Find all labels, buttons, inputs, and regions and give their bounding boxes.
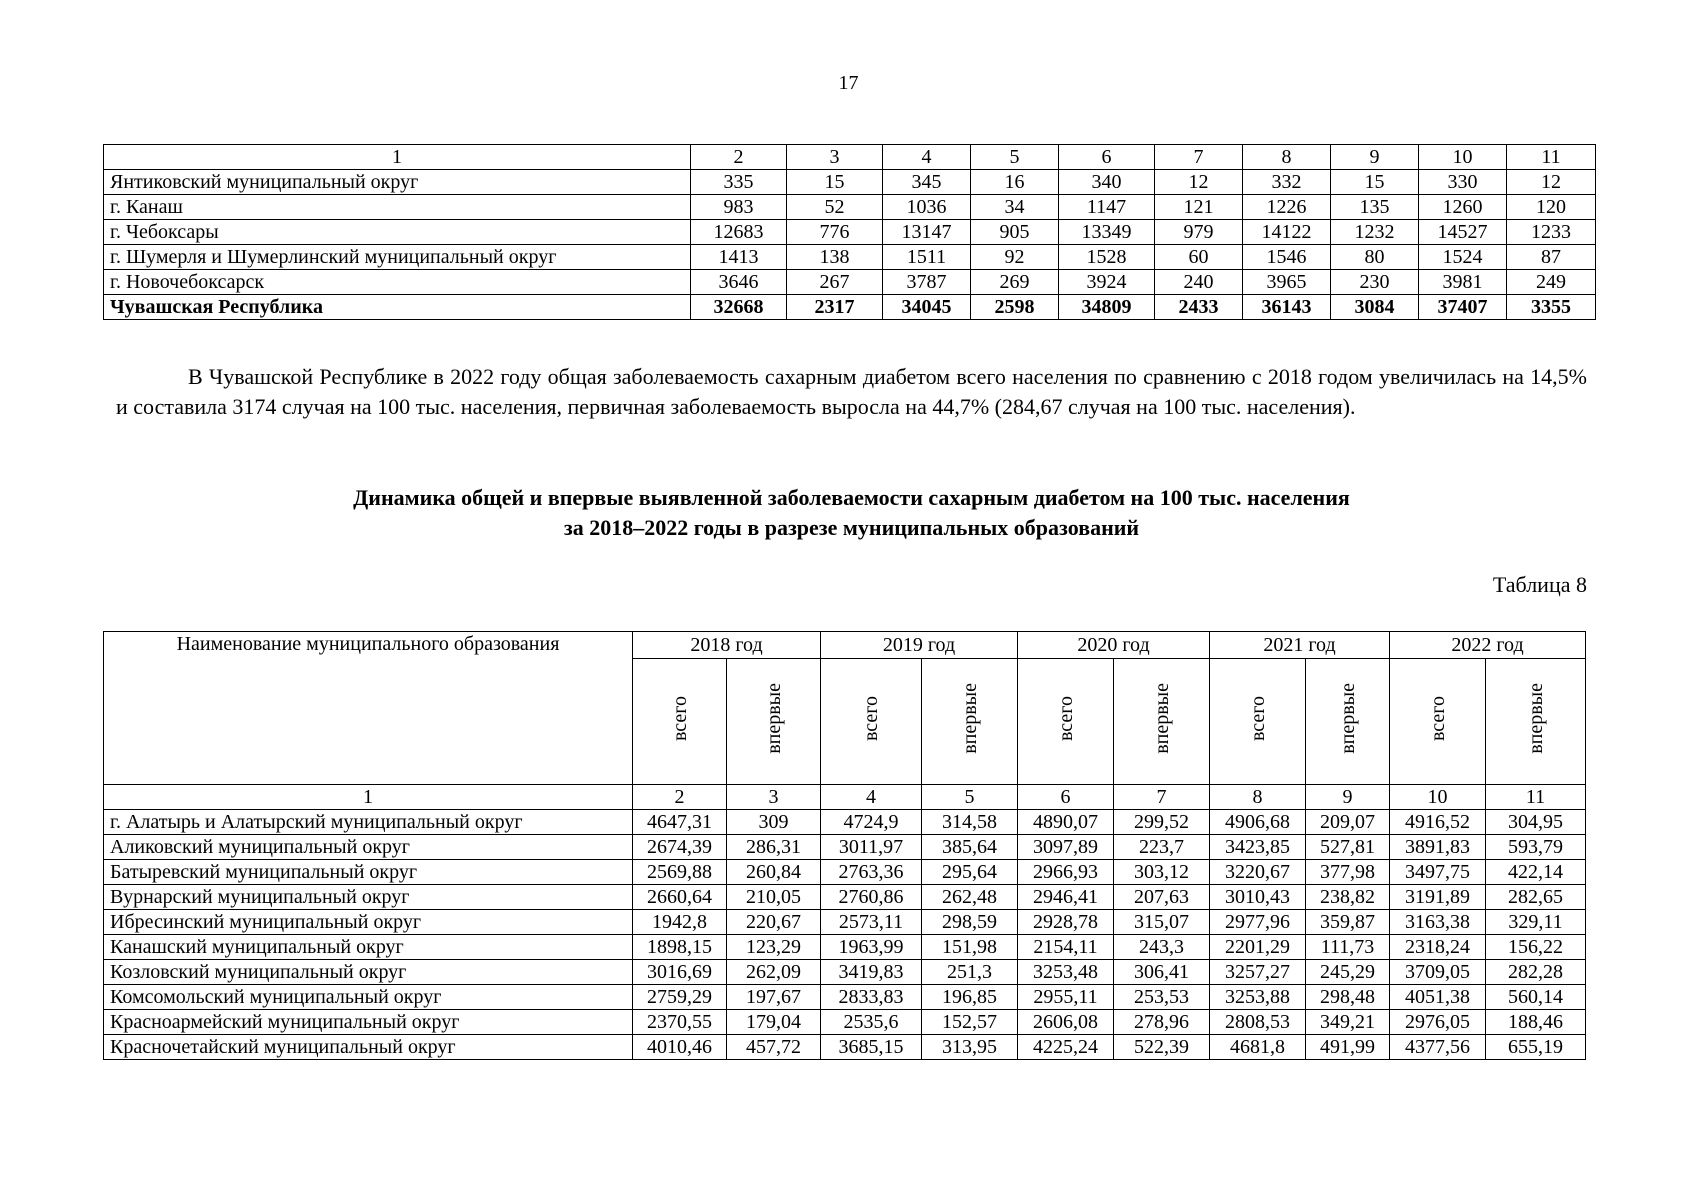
value-cell: 2433 [1155, 295, 1243, 320]
value-cell: 220,67 [727, 910, 821, 935]
column-number-cell: 7 [1155, 145, 1243, 170]
value-cell: 14122 [1243, 220, 1331, 245]
row-name-cell: Комсомольский муниципальный округ [104, 985, 633, 1010]
subheader-cell [821, 659, 922, 785]
value-cell: 3497,75 [1390, 860, 1486, 885]
value-cell: 243,3 [1114, 935, 1210, 960]
value-cell: 4010,46 [633, 1035, 727, 1060]
value-cell: 1528 [1059, 245, 1155, 270]
column-number-cell: 2 [633, 785, 727, 810]
value-cell: 4916,52 [1390, 810, 1486, 835]
value-cell: 1036 [883, 195, 971, 220]
value-cell: 593,79 [1486, 835, 1586, 860]
value-cell: 253,53 [1114, 985, 1210, 1010]
value-cell: 560,14 [1486, 985, 1586, 1010]
value-cell: 152,57 [922, 1010, 1018, 1035]
value-cell: 298,59 [922, 910, 1018, 935]
value-cell: 249 [1507, 270, 1596, 295]
column-number-cell: 9 [1306, 785, 1390, 810]
table-row [104, 1035, 1586, 1060]
subheader-cell [1018, 659, 1114, 785]
value-cell: 299,52 [1114, 810, 1210, 835]
row-name-cell: г. Чебоксары [104, 220, 691, 245]
subheader-cell [1114, 659, 1210, 785]
value-cell: 15 [787, 170, 883, 195]
value-cell: 3257,27 [1210, 960, 1306, 985]
column-number-cell: 4 [883, 145, 971, 170]
value-cell: 1413 [691, 245, 787, 270]
subheader-label: всего [860, 695, 882, 742]
subheader-label: впервые [958, 683, 981, 754]
subheader-label: впервые [1150, 683, 1173, 754]
value-cell: 156,22 [1486, 935, 1586, 960]
column-number-cell: 2 [691, 145, 787, 170]
value-cell: 3419,83 [821, 960, 922, 985]
subheader-label: впервые [1336, 683, 1359, 754]
value-cell: 14527 [1419, 220, 1507, 245]
value-cell: 422,14 [1486, 860, 1586, 885]
value-cell: 345 [883, 170, 971, 195]
column-number-cell: 11 [1507, 145, 1596, 170]
value-cell: 2760,86 [821, 885, 922, 910]
value-cell: 1898,15 [633, 935, 727, 960]
value-cell: 15 [1331, 170, 1419, 195]
table-heading [116, 483, 1587, 543]
column-number-cell: 6 [1018, 785, 1114, 810]
year-header-cell: 2020 год [1018, 632, 1210, 659]
value-cell: 306,41 [1114, 960, 1210, 985]
value-cell: 16 [971, 170, 1059, 195]
column-number-cell: 6 [1059, 145, 1155, 170]
value-cell: 286,31 [727, 835, 821, 860]
value-cell: 123,29 [727, 935, 821, 960]
value-cell: 262,48 [922, 885, 1018, 910]
value-cell: 111,73 [1306, 935, 1390, 960]
value-cell: 3924 [1059, 270, 1155, 295]
value-cell: 304,95 [1486, 810, 1586, 835]
value-cell: 385,64 [922, 835, 1018, 860]
value-cell: 1260 [1419, 195, 1507, 220]
value-cell: 1232 [1331, 220, 1419, 245]
value-cell: 2660,64 [633, 885, 727, 910]
value-cell: 2318,24 [1390, 935, 1486, 960]
table-row [104, 195, 1596, 220]
value-cell: 2946,41 [1018, 885, 1114, 910]
row-name-cell: Чувашская Республика [104, 295, 691, 320]
value-cell: 3965 [1243, 270, 1331, 295]
value-cell: 491,99 [1306, 1035, 1390, 1060]
value-cell: 2201,29 [1210, 935, 1306, 960]
column-number-cell: 9 [1331, 145, 1419, 170]
value-cell: 37407 [1419, 295, 1507, 320]
value-cell: 36143 [1243, 295, 1331, 320]
column-number-cell: 7 [1114, 785, 1210, 810]
column-number-row [104, 145, 1596, 170]
value-cell: 3891,83 [1390, 835, 1486, 860]
value-cell: 13147 [883, 220, 971, 245]
value-cell: 4906,68 [1210, 810, 1306, 835]
subheader-cell [1390, 659, 1486, 785]
value-cell: 329,11 [1486, 910, 1586, 935]
value-cell: 52 [787, 195, 883, 220]
value-cell: 179,04 [727, 1010, 821, 1035]
year-header-cell: 2022 год [1390, 632, 1586, 659]
value-cell: 1147 [1059, 195, 1155, 220]
value-cell: 120 [1507, 195, 1596, 220]
page-number: 17 [838, 72, 859, 94]
incidence-table [103, 631, 1586, 1060]
table-row [104, 910, 1586, 935]
row-name-cell: г. Шумерля и Шумерлинский муниципальный округ [104, 245, 691, 270]
value-cell: 2955,11 [1018, 985, 1114, 1010]
row-name-cell: Канашский муниципальный округ [104, 935, 633, 960]
value-cell: 2598 [971, 295, 1059, 320]
value-cell: 1963,99 [821, 935, 922, 960]
subheader-cell [1210, 659, 1306, 785]
value-cell: 298,48 [1306, 985, 1390, 1010]
value-cell: 359,87 [1306, 910, 1390, 935]
column-number-cell: 10 [1419, 145, 1507, 170]
value-cell: 3253,48 [1018, 960, 1114, 985]
table-row [104, 935, 1586, 960]
name-column-header: Наименование муниципального образования [104, 632, 633, 785]
value-cell: 34 [971, 195, 1059, 220]
value-cell: 282,28 [1486, 960, 1586, 985]
year-header-row [104, 632, 1586, 659]
value-cell: 4890,07 [1018, 810, 1114, 835]
subheader-label: всего [1426, 695, 1449, 742]
value-cell: 4681,8 [1210, 1035, 1306, 1060]
value-cell: 262,09 [727, 960, 821, 985]
value-cell: 1226 [1243, 195, 1331, 220]
subheader-cell [727, 659, 821, 785]
value-cell: 3787 [883, 270, 971, 295]
value-cell: 3097,89 [1018, 835, 1114, 860]
value-cell: 80 [1331, 245, 1419, 270]
value-cell: 3016,69 [633, 960, 727, 985]
column-number-cell: 3 [727, 785, 821, 810]
year-header-cell: 2019 год [821, 632, 1018, 659]
value-cell: 4724,9 [821, 810, 922, 835]
value-cell: 135 [1331, 195, 1419, 220]
value-cell: 335 [691, 170, 787, 195]
row-name-cell: Красноармейский муниципальный округ [104, 1010, 633, 1035]
subheader-cell [633, 659, 727, 785]
value-cell: 2569,88 [633, 860, 727, 885]
value-cell: 3355 [1507, 295, 1596, 320]
value-cell: 332 [1243, 170, 1331, 195]
column-number-cell: 5 [922, 785, 1018, 810]
value-cell: 2977,96 [1210, 910, 1306, 935]
value-cell: 776 [787, 220, 883, 245]
value-cell: 2808,53 [1210, 1010, 1306, 1035]
value-cell: 3220,67 [1210, 860, 1306, 885]
value-cell: 197,67 [727, 985, 821, 1010]
value-cell: 4377,56 [1390, 1035, 1486, 1060]
value-cell: 313,95 [922, 1035, 1018, 1060]
value-cell: 121 [1155, 195, 1243, 220]
subheader-label: всего [668, 695, 691, 742]
row-name-cell: Аликовский муниципальный округ [104, 835, 633, 860]
value-cell: 1233 [1507, 220, 1596, 245]
value-cell: 905 [971, 220, 1059, 245]
value-cell: 2833,83 [821, 985, 922, 1010]
value-cell: 377,98 [1306, 860, 1390, 885]
value-cell: 655,19 [1486, 1035, 1586, 1060]
value-cell: 3191,89 [1390, 885, 1486, 910]
value-cell: 240 [1155, 270, 1243, 295]
table-row [104, 1010, 1586, 1035]
column-number-row [104, 785, 1586, 810]
value-cell: 2674,39 [633, 835, 727, 860]
column-number-cell: 8 [1210, 785, 1306, 810]
table-label: Таблица 8 [1492, 572, 1587, 597]
value-cell: 2535,6 [821, 1010, 922, 1035]
value-cell: 3010,43 [1210, 885, 1306, 910]
value-cell: 138 [787, 245, 883, 270]
row-name-cell: Козловский муниципальный округ [104, 960, 633, 985]
table-row [104, 860, 1586, 885]
value-cell: 303,12 [1114, 860, 1210, 885]
table-row [104, 295, 1596, 320]
value-cell: 340 [1059, 170, 1155, 195]
value-cell: 13349 [1059, 220, 1155, 245]
value-cell: 209,07 [1306, 810, 1390, 835]
column-number-cell: 10 [1390, 785, 1486, 810]
row-name-cell: Красночетайский муниципальный округ [104, 1035, 633, 1060]
value-cell: 278,96 [1114, 1010, 1210, 1035]
value-cell: 269 [971, 270, 1059, 295]
value-cell: 87 [1507, 245, 1596, 270]
value-cell: 3253,88 [1210, 985, 1306, 1010]
value-cell: 3981 [1419, 270, 1507, 295]
table-row [104, 810, 1586, 835]
column-number-cell: 1 [104, 145, 691, 170]
row-name-cell: Батыревский муниципальный округ [104, 860, 633, 885]
table-row [104, 170, 1596, 195]
value-cell: 3709,05 [1390, 960, 1486, 985]
table-row [104, 835, 1586, 860]
value-cell: 60 [1155, 245, 1243, 270]
value-cell: 330 [1419, 170, 1507, 195]
value-cell: 151,98 [922, 935, 1018, 960]
value-cell: 2763,36 [821, 860, 922, 885]
subheader-label: всего [1246, 695, 1269, 742]
table-row [104, 245, 1596, 270]
value-cell: 196,85 [922, 985, 1018, 1010]
table-heading-line1: Динамика общей и впервые выявленной заболеваемости сахарным диабетом на 100 тыс. населения [353, 485, 1350, 510]
column-number-cell: 4 [821, 785, 922, 810]
value-cell: 260,84 [727, 860, 821, 885]
value-cell: 3011,97 [821, 835, 922, 860]
value-cell: 315,07 [1114, 910, 1210, 935]
year-header-cell: 2021 год [1210, 632, 1390, 659]
value-cell: 12 [1155, 170, 1243, 195]
value-cell: 34809 [1059, 295, 1155, 320]
value-cell: 2317 [787, 295, 883, 320]
subheader-label: всего [1054, 695, 1077, 742]
value-cell: 527,81 [1306, 835, 1390, 860]
value-cell: 34045 [883, 295, 971, 320]
value-cell: 251,3 [922, 960, 1018, 985]
value-cell: 238,82 [1306, 885, 1390, 910]
value-cell: 1524 [1419, 245, 1507, 270]
value-cell: 4225,24 [1018, 1035, 1114, 1060]
table-heading-line2: за 2018–2022 годы в разрезе муниципальных образований [563, 515, 1140, 540]
value-cell: 983 [691, 195, 787, 220]
year-header-cell: 2018 год [633, 632, 821, 659]
value-cell: 349,21 [1306, 1010, 1390, 1035]
value-cell: 2759,29 [633, 985, 727, 1010]
value-cell: 230 [1331, 270, 1419, 295]
column-number-cell: 5 [971, 145, 1059, 170]
summary-paragraph: В Чувашской Республике в 2022 году общая заболеваемость сахарным диабетом всего населения по сравнению с 2018 годом увеличилась на 14,5% и составила 3174 случая на 100 тыс. населения, первичная заболеваемость выросла на 44,7% (284,67 случая на 100 тыс. населения). [116, 364, 1587, 419]
value-cell: 210,05 [727, 885, 821, 910]
value-cell: 267 [787, 270, 883, 295]
value-cell: 3423,85 [1210, 835, 1306, 860]
value-cell: 2976,05 [1390, 1010, 1486, 1035]
value-cell: 2966,93 [1018, 860, 1114, 885]
table-row [104, 985, 1586, 1010]
value-cell: 92 [971, 245, 1059, 270]
column-number-cell: 1 [104, 785, 633, 810]
subheader-cell [1486, 659, 1586, 785]
subheader-cell [922, 659, 1018, 785]
column-number-cell: 8 [1243, 145, 1331, 170]
value-cell: 3685,15 [821, 1035, 922, 1060]
value-cell: 3084 [1331, 295, 1419, 320]
row-name-cell: Янтиковский муниципальный округ [104, 170, 691, 195]
value-cell: 2154,11 [1018, 935, 1114, 960]
value-cell: 979 [1155, 220, 1243, 245]
value-cell: 309 [727, 810, 821, 835]
value-cell: 3163,38 [1390, 910, 1486, 935]
value-cell: 12683 [691, 220, 787, 245]
continuation-table [103, 144, 1596, 320]
value-cell: 2370,55 [633, 1010, 727, 1035]
value-cell: 32668 [691, 295, 787, 320]
row-name-cell: г. Алатырь и Алатырский муниципальный округ [104, 810, 633, 835]
value-cell: 314,58 [922, 810, 1018, 835]
row-name-cell: Ибресинский муниципальный округ [104, 910, 633, 935]
value-cell: 522,39 [1114, 1035, 1210, 1060]
value-cell: 2606,08 [1018, 1010, 1114, 1035]
value-cell: 1546 [1243, 245, 1331, 270]
subheader-cell [1306, 659, 1390, 785]
table-row [104, 220, 1596, 245]
table-row [104, 960, 1586, 985]
subheader-label: впервые [762, 683, 785, 754]
table-row [104, 885, 1586, 910]
value-cell: 188,46 [1486, 1010, 1586, 1035]
value-cell: 12 [1507, 170, 1596, 195]
value-cell: 457,72 [727, 1035, 821, 1060]
value-cell: 207,63 [1114, 885, 1210, 910]
value-cell: 4051,38 [1390, 985, 1486, 1010]
table-row [104, 270, 1596, 295]
row-name-cell: Вурнарский муниципальный округ [104, 885, 633, 910]
value-cell: 282,65 [1486, 885, 1586, 910]
column-number-cell: 11 [1486, 785, 1586, 810]
value-cell: 3646 [691, 270, 787, 295]
row-name-cell: г. Канаш [104, 195, 691, 220]
subheader-label: впервые [1524, 683, 1547, 754]
row-name-cell: г. Новочебоксарск [104, 270, 691, 295]
value-cell: 1942,8 [633, 910, 727, 935]
value-cell: 1511 [883, 245, 971, 270]
value-cell: 4647,31 [633, 810, 727, 835]
value-cell: 2573,11 [821, 910, 922, 935]
column-number-cell: 3 [787, 145, 883, 170]
value-cell: 245,29 [1306, 960, 1390, 985]
value-cell: 295,64 [922, 860, 1018, 885]
value-cell: 2928,78 [1018, 910, 1114, 935]
value-cell: 223,7 [1114, 835, 1210, 860]
